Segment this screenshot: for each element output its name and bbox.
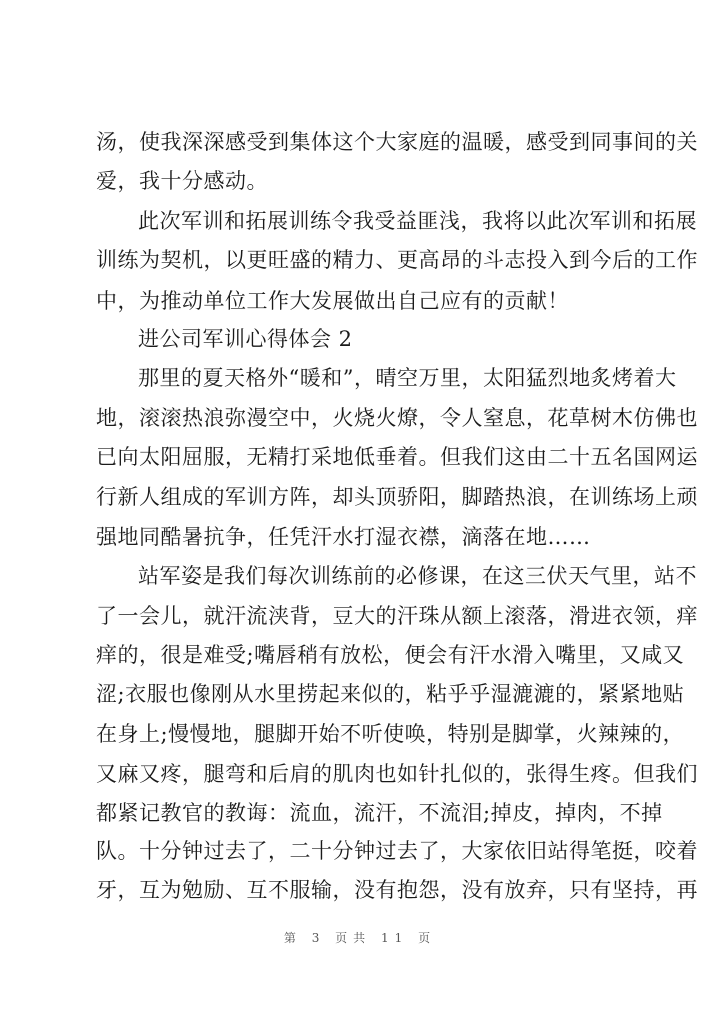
paragraph-first-line: 站军姿是我们每次训练前的必修课，在这三伏天气里，站不 <box>138 564 697 588</box>
text-line: 涩;衣服也像刚从水里捞起来似的，粘乎乎湿漉漉的，紧紧地贴 <box>96 682 685 706</box>
text-line: 汤，使我深深感受到集体这个大家庭的温暖，感受到同事间的关 <box>96 130 698 154</box>
paragraph-first-line: 此次军训和拓展训练令我受益匪浅，我将以此次军训和拓展 <box>138 209 697 233</box>
text-line: 在身上;慢慢地，腿脚开始不听使唤，特别是脚掌，火辣辣的， <box>96 722 685 746</box>
text-line: 中，为推动单位工作大发展做出自己应有的贡献！ <box>96 289 569 313</box>
text-line: 都紧记教官的教诲：流血，流汗，不流泪;掉皮，掉肉，不掉 <box>96 801 663 825</box>
text-line: 强地同酷暑抗争，任凭汗水打湿衣襟，滴落在地…… <box>96 525 591 549</box>
text-line: 爱，我十分感动。 <box>96 169 268 193</box>
text-line: 训练为契机，以更旺盛的精力、更高昂的斗志投入到今后的工作 <box>96 248 698 272</box>
text-line: 行新人组成的军训方阵，却头顶骄阳，脚踏热浪，在训练场上顽 <box>96 485 698 509</box>
text-line: 队。十分钟过去了，二十分钟过去了，大家依旧站得笔挺，咬着 <box>96 839 698 863</box>
paragraph-first-line: 那里的夏天格外“暖和”，晴空万里，太阳猛烈地炙烤着大 <box>138 366 677 390</box>
text-line: 已向太阳屈服，无精打采地低垂着。但我们这由二十五名国网运 <box>96 445 698 469</box>
text-line: 痒的，很是难受;嘴唇稍有放松，便会有汗水滑入嘴里，又咸又 <box>96 643 685 667</box>
text-line: 地，滚滚热浪弥漫空中，火烧火燎，令人窒息，花草树木仿佛也 <box>96 406 698 430</box>
page-footer: 第 3 页共 11 页 <box>283 931 437 945</box>
text-line: 牙，互为勉励、互不服输，没有抱怨，没有放弃，只有坚持，再 <box>96 878 698 902</box>
section-heading: 进公司军训心得体会 2 <box>138 327 353 351</box>
text-line: 了一会儿，就汗流浃背，豆大的汗珠从额上滚落，滑进衣领，痒 <box>96 604 698 628</box>
text-line: 又麻又疼，腿弯和后肩的肌肉也如针扎似的，张得生疼。但我们 <box>96 762 698 786</box>
